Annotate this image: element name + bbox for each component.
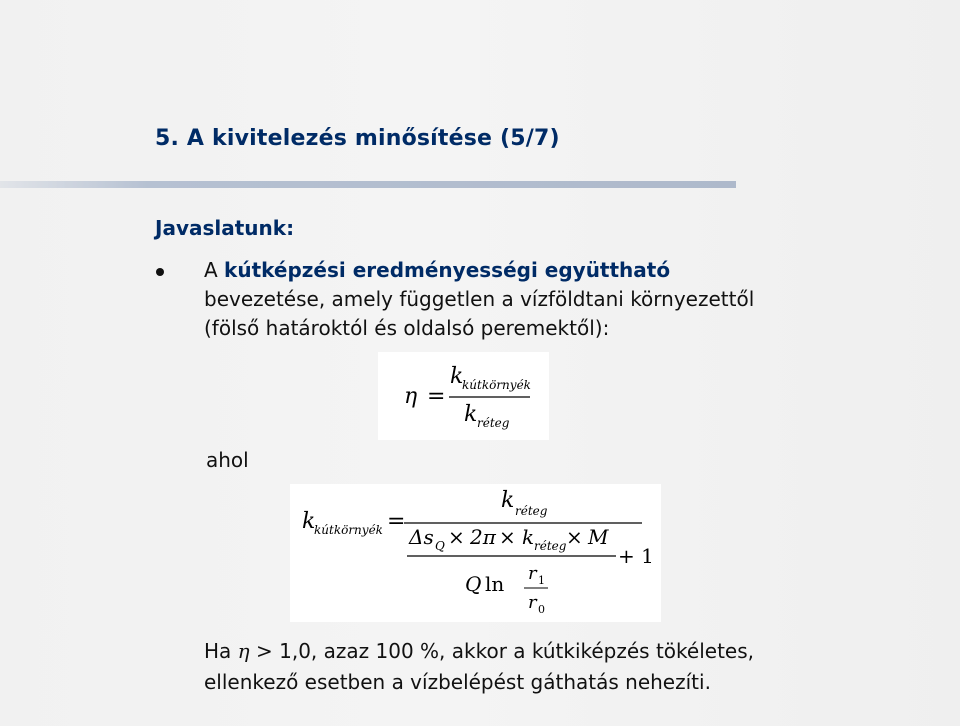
eta-formula-svg xyxy=(378,352,549,440)
bullet-dot-icon xyxy=(156,268,164,276)
denominator-subscript: réteg xyxy=(477,416,510,430)
eta-formula xyxy=(378,352,549,440)
bullet-paragraph xyxy=(204,256,894,343)
times-3: × xyxy=(566,525,583,549)
times-1: × xyxy=(448,525,465,549)
title-divider xyxy=(0,181,736,188)
formula-eta-symbol: η xyxy=(404,384,418,409)
delta-subscript: Q xyxy=(435,539,445,553)
conclusion-suffix: > 1,0, azaz 100 %, akkor a kútkiképzés tökéletes, xyxy=(249,639,754,663)
subtitle: Javaslatunk: xyxy=(155,216,295,240)
m-symbol: M xyxy=(588,525,609,549)
formula2-equals-sign: = xyxy=(387,509,406,534)
r0-symbol: r xyxy=(528,592,537,613)
formula-equals-sign: = xyxy=(427,384,446,409)
conclusion-eta: η xyxy=(237,639,250,663)
bullet-line-1 xyxy=(204,256,894,285)
lhs-subscript: kútkörnyék xyxy=(314,523,383,537)
bullet-emphasis: kútképzési eredményességi együttható xyxy=(224,258,671,282)
top-k: k xyxy=(501,488,515,513)
ahol-label: ahol xyxy=(206,448,249,472)
k-formula-svg xyxy=(290,484,661,622)
delta-s: Δs xyxy=(409,525,434,549)
bullet-line-1-prefix: A xyxy=(204,258,225,282)
conclusion-prefix: Ha xyxy=(204,639,238,663)
bullet-line-2: bevezetése, amely független a vízföldtani környezettől xyxy=(204,287,755,311)
numerator-k: k xyxy=(450,364,464,389)
plus-one: + 1 xyxy=(618,544,654,568)
q-symbol: Q xyxy=(465,572,482,596)
r1-subscript: 1 xyxy=(538,574,545,587)
two-pi: 2π xyxy=(470,525,496,549)
conclusion-line-1 xyxy=(204,636,904,667)
denominator-k: k xyxy=(464,402,478,427)
slide-title: 5. A kivitelezés minősítése (5/7) xyxy=(155,126,560,151)
k-kutkornyek-formula xyxy=(290,484,661,622)
mid-k: k xyxy=(522,525,535,549)
conclusion-paragraph xyxy=(204,636,904,698)
conclusion-line-2: ellenkező esetben a vízbelépést gáthatás nehezíti. xyxy=(204,670,711,694)
r0-subscript: 0 xyxy=(538,603,545,616)
top-subscript: réteg xyxy=(515,504,548,518)
times-2: × xyxy=(499,525,516,549)
bullet-line-3: (fölső határoktól és oldalsó peremektől): xyxy=(204,316,610,340)
r1-symbol: r xyxy=(528,563,537,584)
mid-subscript: réteg xyxy=(534,539,567,553)
lhs-k: k xyxy=(302,509,316,534)
numerator-subscript: kútkörnyék xyxy=(462,378,531,392)
ln-symbol: ln xyxy=(485,572,505,596)
